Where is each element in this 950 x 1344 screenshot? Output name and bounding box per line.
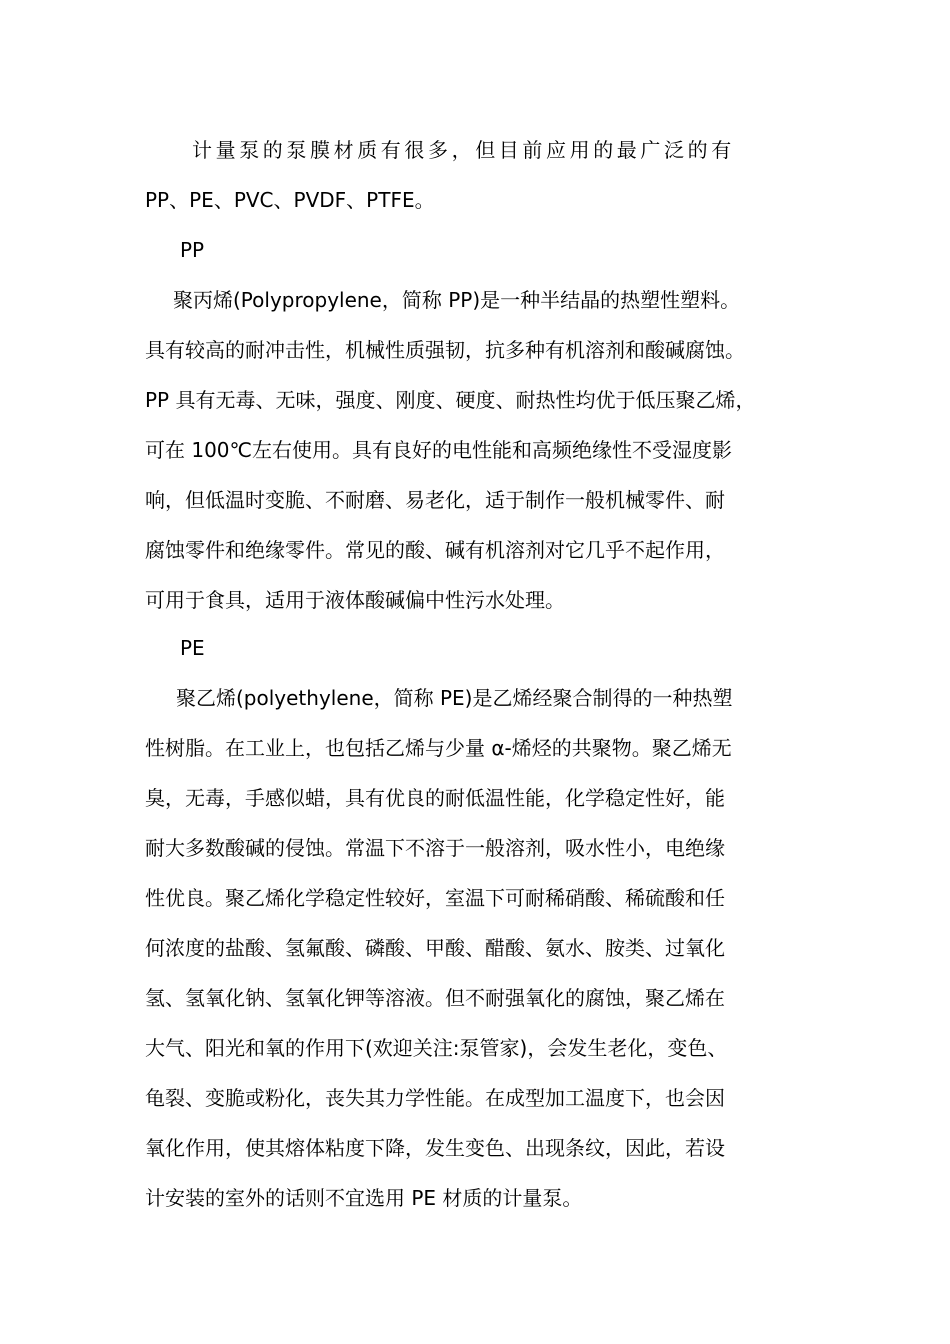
pe-line-3: 臭，无毒，手感似蜡，具有优良的耐低温性能，化学稳定性好，能 (145, 786, 725, 810)
pp-line-5: 响，但低温时变脆、不耐磨、易老化，适于制作一般机械零件、耐 (145, 488, 725, 512)
pe-line-1: 聚乙烯(polyethylene，简称 PE)是乙烯经聚合制得的一种热塑 (176, 686, 733, 710)
pe-line-10: 氧化作用，使其熔体粘度下降，发生变色、出现条纹，因此，若设 (145, 1136, 725, 1160)
pe-line-4: 耐大多数酸碱的侵蚀。常温下不溶于一般溶剂，吸水性小，电绝缘 (145, 836, 725, 860)
pe-line-7: 氢、氢氧化钠、氢氧化钾等溶液。但不耐强氧化的腐蚀，聚乙烯在 (145, 986, 725, 1010)
pp-line-3: PP 具有无毒、无味，强度、刚度、硬度、耐热性均优于低压聚乙烯， (145, 388, 756, 412)
pp-line-6: 腐蚀零件和绝缘零件。常见的酸、碱有机溶剂对它几乎不起作用， (145, 538, 725, 562)
pe-line-9: 龟裂、变脆或粉化，丧失其力学性能。在成型加工温度下，也会因 (145, 1086, 725, 1110)
pe-heading: PE (180, 636, 205, 660)
pp-line-1: 聚丙烯(Polypropylene，简称 PP)是一种半结晶的热塑性塑料。 (173, 288, 741, 312)
pe-line-5: 性优良。聚乙烯化学稳定性较好，室温下可耐稀硝酸、稀硫酸和任 (145, 886, 725, 910)
pe-line-6: 何浓度的盐酸、氢氟酸、磷酸、甲酸、醋酸、氨水、胺类、过氧化 (145, 936, 725, 960)
pp-line-7: 可用于食具，适用于液体酸碱偏中性污水处理。 (145, 588, 565, 612)
pp-line-2: 具有较高的耐冲击性，机械性质强韧，抗多种有机溶剂和酸碱腐蚀。 (145, 338, 745, 362)
pe-line-11: 计安装的室外的话则不宜选用 PE 材质的计量泵。 (145, 1186, 583, 1210)
pe-line-8: 大气、阳光和氧的作用下(欢迎关注:泵管家)，会发生老化，变色、 (145, 1036, 728, 1060)
pp-heading: PP (180, 238, 205, 262)
pe-line-2: 性树脂。在工业上，也包括乙烯与少量 α-烯烃的共聚物。聚乙烯无 (145, 736, 732, 760)
intro-line-1: 计量泵的泵膜材质有很多，但目前应用的最广泛的有 (192, 138, 735, 162)
intro-line-2: PP、PE、PVC、PVDF、PTFE。 (145, 188, 435, 212)
pp-line-4: 可在 100℃左右使用。具有良好的电性能和高频绝缘性不受湿度影 (145, 438, 732, 462)
